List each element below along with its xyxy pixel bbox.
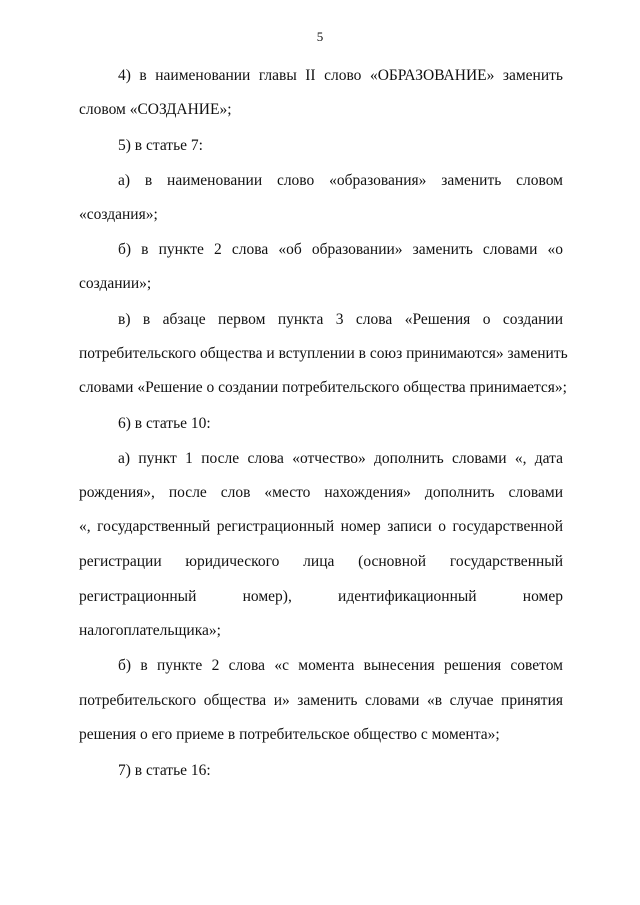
text-line: б) в пункте 2 слова «с момента вынесения решения советом	[118, 657, 563, 674]
text-line: регистрации юридического лица (основной государственный	[79, 553, 563, 570]
text-line: создании»;	[79, 275, 152, 292]
text-line: в) в абзаце первом пункта 3 слова «Решения о создании	[118, 311, 563, 328]
text-line: 4) в наименовании главы II слово «ОБРАЗОВАНИЕ» заменить	[118, 67, 563, 84]
text-line: «создания»;	[79, 206, 158, 223]
text-line: рождения», после слов «место нахождения» дополнить словами	[79, 484, 563, 501]
text-line: словом «СОЗДАНИЕ»;	[79, 101, 232, 118]
text-line: 7) в статье 16:	[118, 762, 211, 779]
text-line: регистрационный номер), идентификационный номер	[79, 588, 563, 605]
text-line: а) пункт 1 после слова «отчество» дополнить словами «, дата	[118, 450, 563, 467]
text-line: решения о его приеме в потребительское общество с момента»;	[79, 726, 500, 743]
text-line: потребительского общества и вступлении в союз принимаются» заменить	[79, 345, 568, 362]
page-number: 5	[316, 29, 324, 44]
text-line: «, государственный регистрационный номер записи о государственной	[79, 518, 563, 535]
text-line: б) в пункте 2 слова «об образовании» заменить словами «о	[118, 241, 563, 258]
text-line: а) в наименовании слово «образования» заменить словом	[118, 172, 563, 189]
text-line: 5) в статье 7:	[118, 137, 203, 154]
text-line: словами «Решение о создании потребительского общества принимается»;	[79, 379, 567, 396]
text-line: потребительского общества и» заменить словами «в случае принятия	[79, 692, 563, 709]
text-line: 6) в статье 10:	[118, 415, 211, 432]
text-line: налогоплательщика»;	[79, 622, 221, 639]
